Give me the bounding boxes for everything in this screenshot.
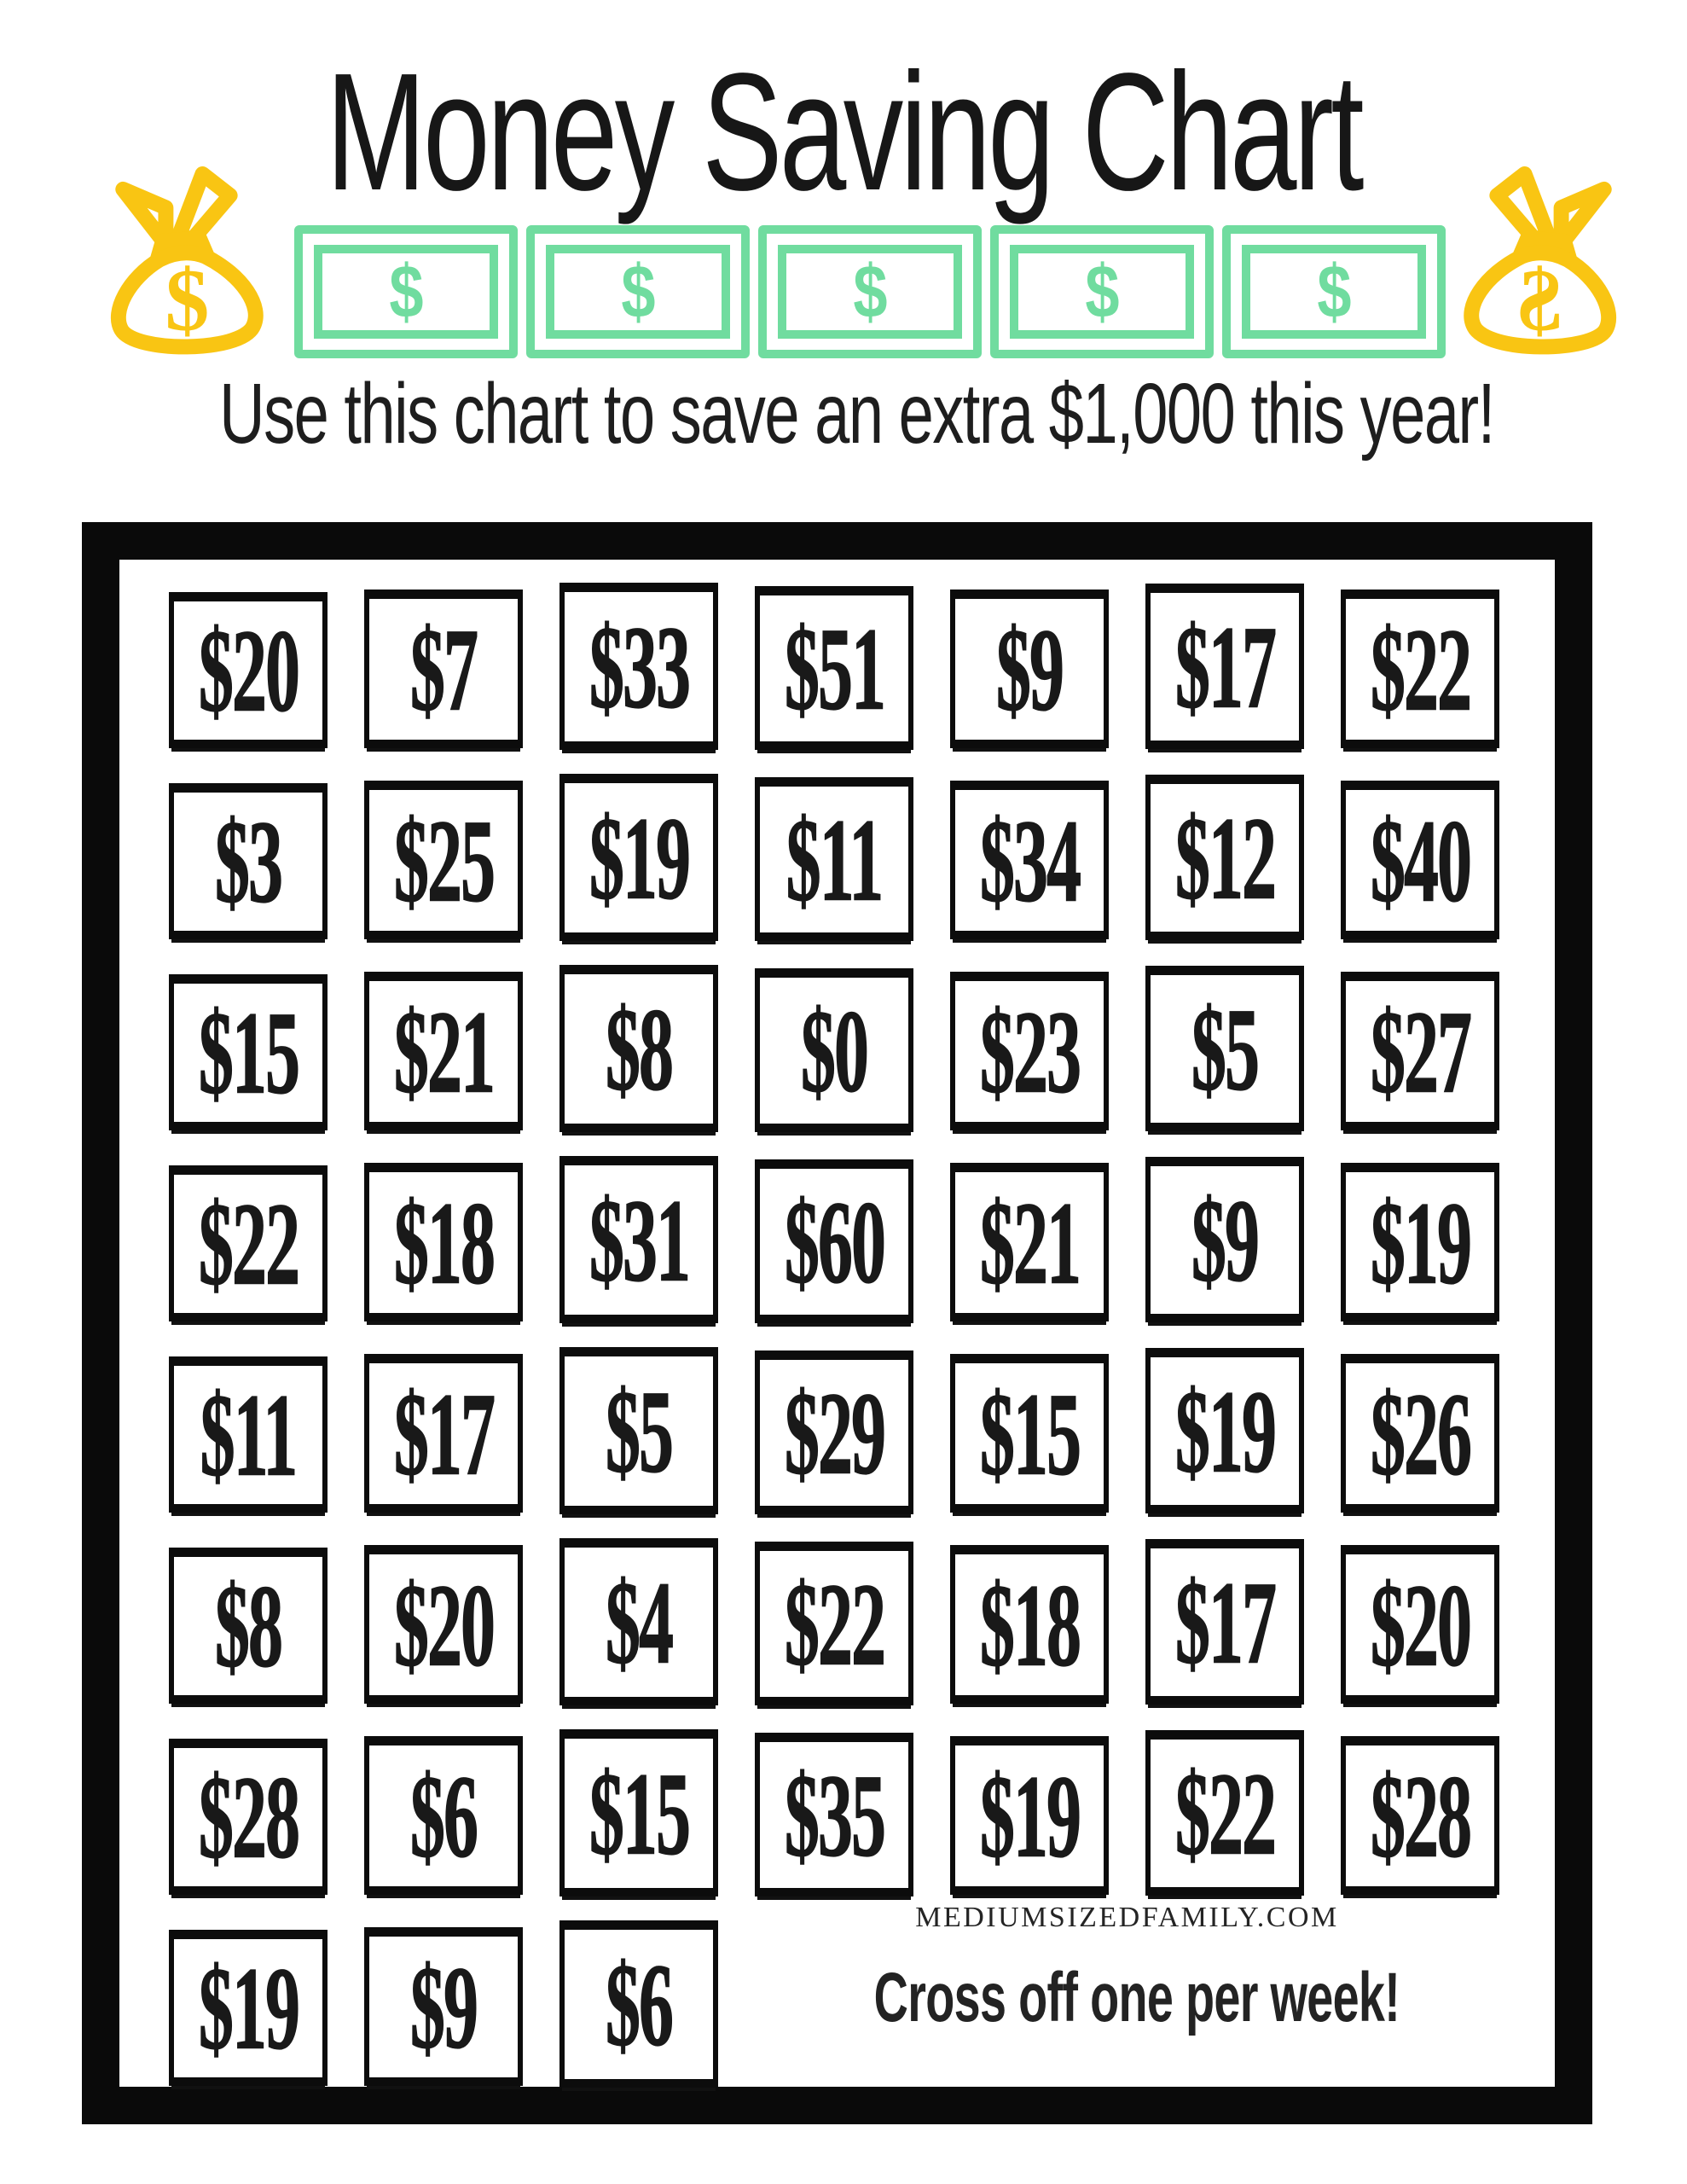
amount-label: $19 xyxy=(198,1943,299,2074)
amount-cell xyxy=(559,1347,718,1514)
amount-cell xyxy=(755,586,913,750)
amount-cell xyxy=(364,1927,523,2086)
amount-cell xyxy=(559,774,718,941)
amount-label: $29 xyxy=(784,1367,884,1499)
dollar-bill-inner-border xyxy=(778,245,962,339)
amount-cell xyxy=(755,1542,913,1705)
amount-label: $21 xyxy=(979,1176,1080,1309)
amount-cell xyxy=(364,1736,523,1895)
amount-cell xyxy=(755,1159,913,1323)
amount-cell xyxy=(169,1739,328,1895)
amount-label: $60 xyxy=(784,1176,884,1308)
amount-cell xyxy=(950,1736,1109,1895)
amount-label: $11 xyxy=(200,1369,297,1501)
amount-label: $34 xyxy=(979,794,1080,926)
amount-cell xyxy=(1145,1539,1304,1705)
chart-frame xyxy=(82,522,1592,2124)
amount-cell xyxy=(364,1545,523,1704)
dollar-bill-inner-border xyxy=(1242,245,1426,339)
money-bag-icon xyxy=(96,155,279,369)
dollar-symbol: $ xyxy=(852,249,888,334)
amount-label: $40 xyxy=(1370,794,1470,926)
amount-label: $9 xyxy=(1191,1174,1259,1306)
amount-cell xyxy=(559,583,718,750)
amount-cell xyxy=(1341,1163,1499,1321)
amount-label: $33 xyxy=(588,601,689,733)
instruction-text: Cross off one per week! xyxy=(873,1959,1400,2036)
amount-cell xyxy=(755,968,913,1132)
dollar-symbol: $ xyxy=(388,249,424,334)
dollar-bill-icon xyxy=(990,225,1214,358)
amount-label: $20 xyxy=(393,1559,494,1691)
amount-label: $17 xyxy=(393,1368,494,1500)
amount-label: $17 xyxy=(1174,1556,1275,1688)
amount-cell xyxy=(559,1920,718,2088)
dollar-bill-icon xyxy=(758,225,982,358)
amount-label: $21 xyxy=(393,985,494,1118)
amount-cell xyxy=(169,783,328,939)
amount-label: $9 xyxy=(409,1941,478,2073)
amount-label: $15 xyxy=(588,1747,689,1879)
amount-cell xyxy=(950,1545,1109,1704)
amount-label: $22 xyxy=(1174,1747,1275,1879)
amount-cell xyxy=(1145,1157,1304,1322)
amount-label: $22 xyxy=(198,1178,299,1310)
amount-cell xyxy=(559,965,718,1132)
amount-label: $28 xyxy=(1370,1750,1470,1882)
amount-label: $22 xyxy=(784,1558,884,1690)
amount-cell xyxy=(364,1354,523,1513)
amount-cell xyxy=(364,972,523,1130)
page-subtitle: Use this chart to save an extra $1,000 this year! xyxy=(219,366,1494,462)
amount-cell xyxy=(1341,1354,1499,1513)
dollar-symbol: $ xyxy=(620,249,656,334)
amount-label: $25 xyxy=(393,794,494,926)
amount-cell xyxy=(950,590,1109,748)
amount-cell xyxy=(950,1163,1109,1321)
svg-text:$: $ xyxy=(1517,251,1562,350)
amount-label: $23 xyxy=(979,985,1080,1118)
amount-label: $0 xyxy=(800,985,868,1117)
amount-cell xyxy=(1341,590,1499,748)
amount-label: $31 xyxy=(588,1174,689,1306)
amount-cell xyxy=(950,972,1109,1130)
dollar-bill-row xyxy=(294,225,1446,358)
amount-label: $28 xyxy=(198,1751,299,1883)
dollar-symbol: $ xyxy=(1316,249,1352,334)
page-title: Money Saving Chart xyxy=(326,38,1361,225)
amount-label: $19 xyxy=(1370,1176,1470,1309)
dollar-bill-icon xyxy=(294,225,518,358)
amount-cell xyxy=(1145,1730,1304,1896)
savings-grid xyxy=(119,560,1555,2116)
amount-cell xyxy=(559,1729,718,1896)
amount-cell xyxy=(169,1356,328,1513)
dollar-bill-icon xyxy=(1222,225,1446,358)
dollar-symbol: $ xyxy=(1084,249,1120,334)
dollar-bill-inner-border xyxy=(546,245,730,339)
amount-label: $15 xyxy=(979,1368,1080,1500)
amount-label: $8 xyxy=(605,983,673,1115)
amount-cell xyxy=(1341,781,1499,939)
amount-label: $20 xyxy=(198,605,299,736)
amount-cell xyxy=(364,781,523,939)
amount-cell xyxy=(1145,1348,1304,1513)
amount-label: $4 xyxy=(605,1556,673,1688)
amount-label: $5 xyxy=(1191,983,1259,1115)
svg-text:$: $ xyxy=(165,251,210,350)
amount-cell xyxy=(364,1163,523,1321)
amount-label: $18 xyxy=(979,1559,1080,1691)
money-bag-icon xyxy=(1448,155,1632,369)
amount-label: $15 xyxy=(198,987,299,1118)
amount-label: $27 xyxy=(1370,985,1470,1118)
amount-label: $6 xyxy=(409,1750,478,1882)
amount-cell xyxy=(1145,775,1304,940)
amount-label: $35 xyxy=(784,1749,884,1881)
amount-cell xyxy=(364,590,523,748)
amount-label: $8 xyxy=(214,1560,282,1692)
amount-label: $19 xyxy=(1174,1365,1275,1497)
dollar-bill-inner-border xyxy=(314,245,498,339)
amount-label: $51 xyxy=(784,602,884,735)
grid-footer xyxy=(755,1902,1499,2086)
amount-label: $26 xyxy=(1370,1368,1470,1500)
amount-label: $19 xyxy=(588,792,689,924)
amount-cell xyxy=(950,781,1109,939)
amount-cell xyxy=(1341,1545,1499,1704)
amount-label: $6 xyxy=(605,1938,673,2071)
amount-cell xyxy=(1145,584,1304,749)
amount-label: $19 xyxy=(979,1750,1080,1882)
amount-cell xyxy=(169,592,328,748)
amount-cell xyxy=(755,1350,913,1514)
amount-cell xyxy=(755,777,913,941)
amount-label: $22 xyxy=(1370,603,1470,735)
amount-label: $3 xyxy=(214,796,282,927)
dollar-bill-inner-border xyxy=(1010,245,1194,339)
amount-label: $17 xyxy=(1174,601,1275,733)
amount-cell xyxy=(559,1538,718,1705)
amount-label: $18 xyxy=(393,1176,494,1309)
amount-cell xyxy=(169,1548,328,1704)
dollar-bill-icon xyxy=(526,225,750,358)
amount-cell xyxy=(1341,972,1499,1130)
amount-cell xyxy=(559,1156,718,1323)
amount-cell xyxy=(169,1165,328,1321)
amount-cell xyxy=(1145,966,1304,1131)
website-credit: MEDIUMSIZEDFAMILY.COM xyxy=(915,1902,1339,1933)
amount-cell xyxy=(169,974,328,1130)
amount-cell xyxy=(950,1354,1109,1513)
amount-cell xyxy=(169,1930,328,2086)
amount-label: $7 xyxy=(409,603,478,735)
amount-label: $9 xyxy=(995,603,1064,735)
amount-label: $12 xyxy=(1174,792,1275,924)
amount-label: $11 xyxy=(786,793,883,926)
amount-label: $5 xyxy=(605,1365,673,1497)
amount-cell xyxy=(1341,1736,1499,1895)
amount-cell xyxy=(755,1733,913,1896)
amount-label: $20 xyxy=(1370,1559,1470,1691)
